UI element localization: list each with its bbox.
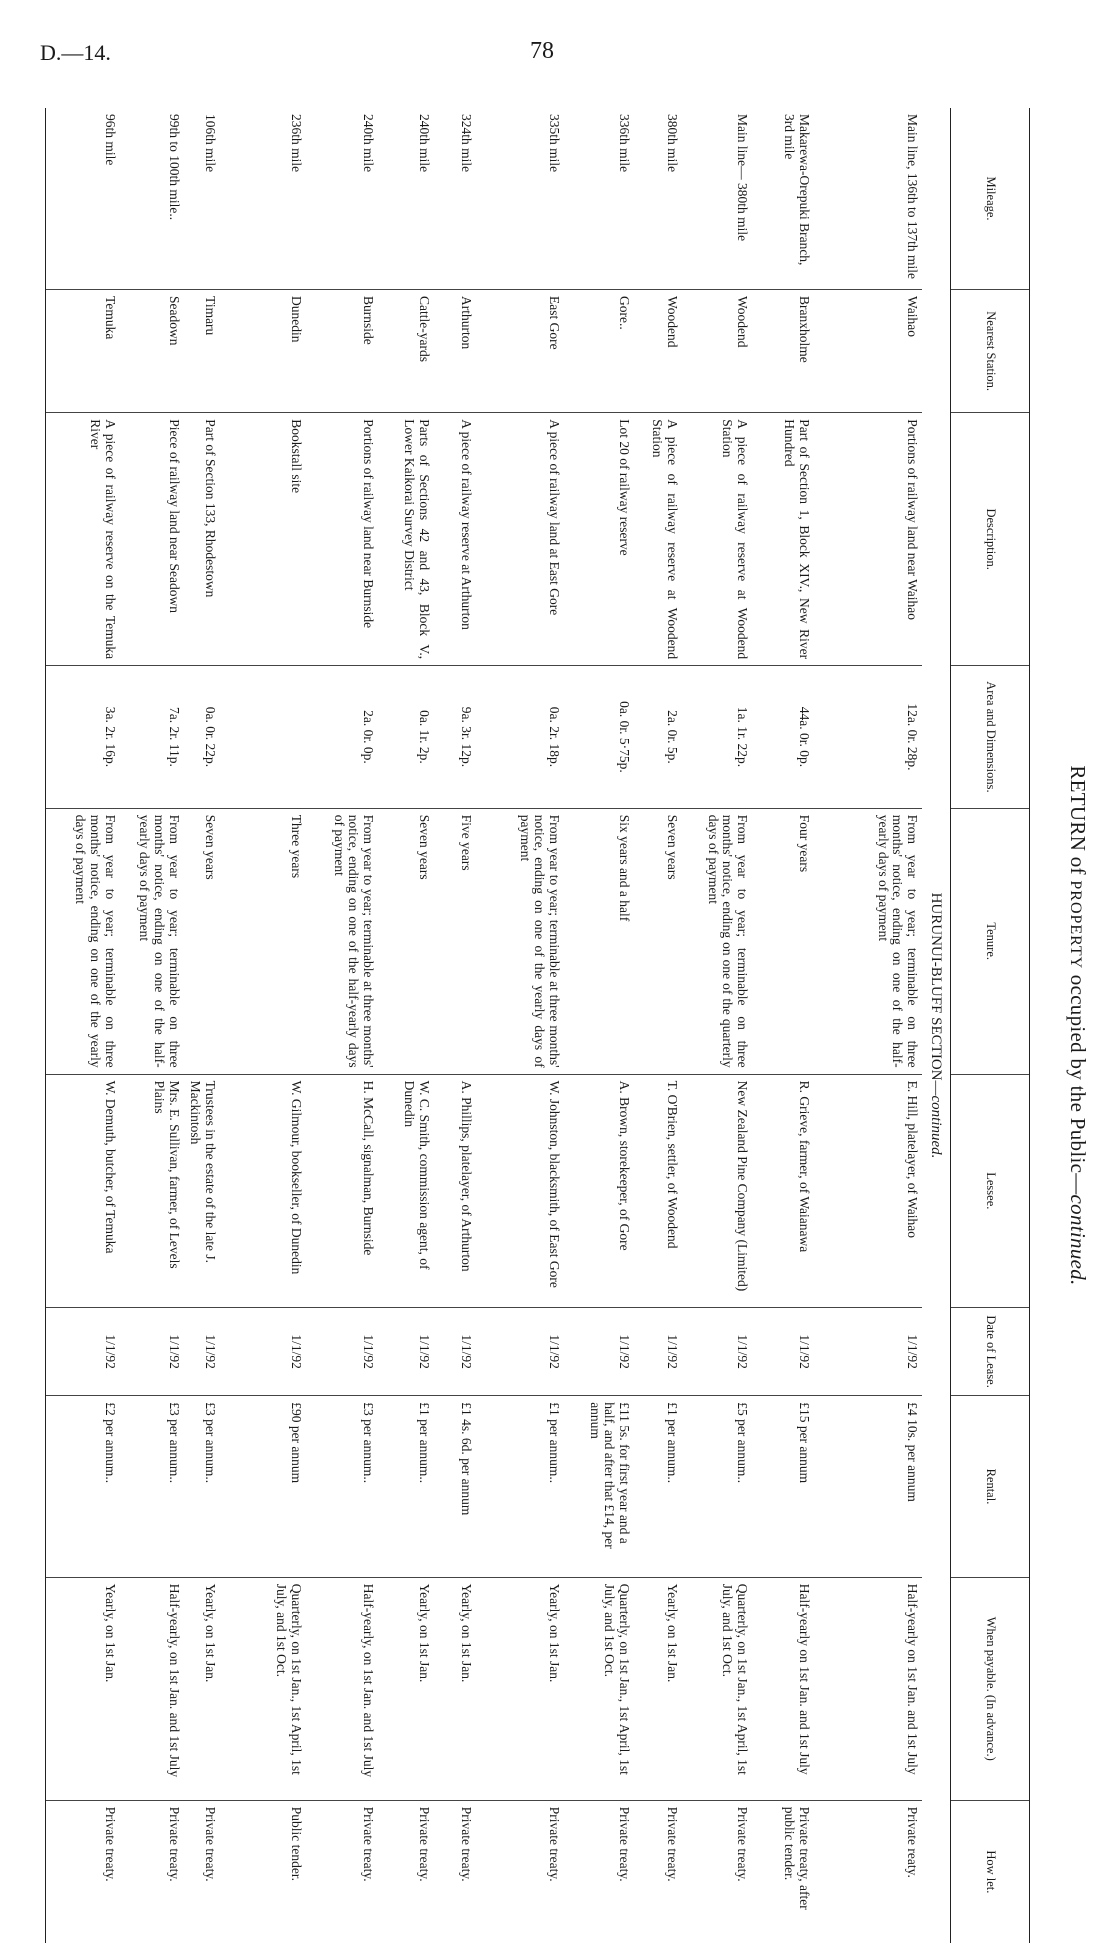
cell-mileage: Main line— 380th mile: [734, 114, 750, 242]
cell-mileage: Main line, 136th to 137th mile: [904, 114, 920, 279]
table-row: [476, 108, 564, 1943]
cell-payable: Yearly, on 1st Jan.: [46, 1577, 120, 1800]
table-row: [634, 108, 682, 1943]
cell-mileage: Makarewa-Orepuki Branch, 3rd mile: [782, 114, 812, 266]
cell-date: 1/1/92: [220, 1308, 306, 1396]
col-header-rental: Rental.: [951, 1396, 1030, 1578]
col-header-area: Area and Dimensions.: [951, 666, 1030, 809]
cell-area: 12a. 0r. 28p.: [814, 666, 922, 809]
cell-payable: Quarterly, on 1st Jan., 1st April, 1st July, and 1st Oct.: [220, 1577, 306, 1800]
table-row: [752, 108, 814, 1943]
cell-station: Woodend: [682, 290, 752, 413]
cell-description: Bookstall site: [220, 413, 306, 666]
col-header-date: Date of Lease.: [951, 1308, 1030, 1396]
cell-station: East Gore: [476, 290, 564, 413]
cell-description: Part of Section 1, Block XIV., New River Hundred: [752, 413, 814, 666]
cell-description: Part of Section 133, Rhodestown: [184, 413, 220, 666]
cell-description: A piece of railway reserve at Arthurton: [434, 413, 476, 666]
cell-description: A piece of railway land at East Gore: [476, 413, 564, 666]
table-row: [434, 108, 476, 1943]
cell-area: 44a. 0r. 0p.: [752, 666, 814, 809]
cell-how: Private treaty.: [184, 1800, 220, 1943]
cell-rental: £1 per annum..: [476, 1396, 564, 1578]
cell-station: Burnside: [306, 290, 378, 413]
property-return-table: [45, 108, 1030, 1943]
cell-station: Cattle-yards: [378, 290, 434, 413]
cell-how: Private treaty.: [476, 1800, 564, 1943]
cell-date: 1/1/92: [564, 1308, 634, 1396]
cell-mileage: 236th mile: [288, 114, 304, 173]
table-row: [814, 108, 922, 1943]
cell-description: A piece of railway reserve on the Temuka River: [46, 413, 120, 666]
title-suffix: occupied by the Public—: [1066, 969, 1090, 1195]
cell-mileage: 106th mile: [202, 114, 218, 173]
cell-rental: £1 per annum..: [378, 1396, 434, 1578]
cell-how: Private treaty.: [378, 1800, 434, 1943]
cell-date: 1/1/92: [752, 1308, 814, 1396]
cell-tenure: From year to year; terminable on three months' notice, ending on one of the yearly days of payment: [46, 808, 120, 1074]
cell-station: Timaru: [184, 290, 220, 413]
cell-area: 0a. 0r. 5·75p.: [564, 666, 634, 809]
cell-tenure: From year to year; terminable on three months' notice, ending on one of the half-yearly days of payment: [120, 808, 184, 1074]
cell-mileage: 380th mile: [664, 114, 680, 173]
cell-date: 1/1/92: [682, 1308, 752, 1396]
cell-area: 0a. 2r. 18p.: [476, 666, 564, 809]
cell-tenure: From year to year; terminable on three months' notice, ending on one of the quarterly days of payment: [682, 808, 752, 1074]
title-property: PROPERTY: [1067, 880, 1084, 970]
cell-lessee: Trustees in the estate of the late J. Mackintosh: [184, 1074, 220, 1307]
page-number: 78: [530, 38, 554, 64]
cell-description: Lot 20 of railway reserve: [564, 413, 634, 666]
cell-payable: Yearly, on 1st Jan.: [184, 1577, 220, 1800]
col-header-mileage: Mileage.: [951, 108, 1030, 290]
cell-area: 9a. 3r. 12p.: [434, 666, 476, 809]
cell-mileage: 240th mile: [416, 114, 432, 173]
cell-mileage: 99th to 100th mile..: [166, 114, 182, 221]
cell-area: [220, 666, 306, 809]
col-header-lessee: Lessee.: [951, 1074, 1030, 1307]
cell-mileage: 336th mile: [616, 114, 632, 173]
cell-tenure: Six years and a half: [564, 808, 634, 1074]
cell-payable: Half-yearly, on 1st Jan. and 1st July: [306, 1577, 378, 1800]
cell-payable: Quarterly, on 1st Jan., 1st April, 1st July, and 1st Oct.: [682, 1577, 752, 1800]
cell-rental: £5 per annum..: [682, 1396, 752, 1578]
cell-station: Woodend: [634, 290, 682, 413]
col-header-station: Nearest Station.: [951, 290, 1030, 413]
cell-date: 1/1/92: [378, 1308, 434, 1396]
cell-tenure: From year to year; terminable at three months' notice, ending on one of the yearly days of payment: [476, 808, 564, 1074]
cell-how: Private treaty.: [120, 1800, 184, 1943]
cell-description: A piece of railway reserve at Woodend Station: [682, 413, 752, 666]
cell-tenure: Seven years: [184, 808, 220, 1074]
cell-description: A piece of railway reserve at Woodend Station: [634, 413, 682, 666]
cell-lessee: A. Brown, storekeeper, of Gore: [564, 1074, 634, 1307]
cell-area: 1a. 1r. 22p.: [682, 666, 752, 809]
cell-station: Arthurton: [434, 290, 476, 413]
table-row: [220, 108, 306, 1943]
cell-rental: £3 per annum..: [120, 1396, 184, 1578]
cell-date: 1/1/92: [476, 1308, 564, 1396]
cell-area: 2a. 0r. 0p.: [306, 666, 378, 809]
cell-lessee: H. McCall, signalman, Burnside: [306, 1074, 378, 1307]
cell-how: Public tender.: [220, 1800, 306, 1943]
cell-area: 0a. 0r. 22p.: [184, 666, 220, 809]
col-header-description: Description.: [951, 413, 1030, 666]
cell-station: Dunedin: [220, 290, 306, 413]
cell-date: 1/1/92: [306, 1308, 378, 1396]
cell-how: Private treaty.: [564, 1800, 634, 1943]
cell-payable: Yearly, on 1st Jan.: [634, 1577, 682, 1800]
table-row: [184, 108, 220, 1943]
cell-description: Piece of railway land near Seadown: [120, 413, 184, 666]
col-header-payable: When payable. (In advance.): [951, 1577, 1030, 1800]
title-continued: continued.: [1066, 1194, 1090, 1286]
cell-lessee: T. O'Brien, settler, of Woodend: [634, 1074, 682, 1307]
table-row: [564, 108, 634, 1943]
cell-station: Gore..: [564, 290, 634, 413]
cell-rental: £3 per annum..: [184, 1396, 220, 1578]
cell-station: Waihao: [814, 290, 922, 413]
cell-rental: £1 4s. 6d. per annum: [434, 1396, 476, 1578]
cell-payable: Yearly, on 1st Jan.: [476, 1577, 564, 1800]
table-title: [1065, 108, 1090, 1943]
cell-how: Private treaty.: [306, 1800, 378, 1943]
cell-date: 1/1/92: [634, 1308, 682, 1396]
cell-station: Branxholme: [752, 290, 814, 413]
rotated-table-region: [60, 108, 1090, 1943]
table-row: [306, 108, 378, 1943]
section-heading-row: [922, 108, 951, 1943]
cell-lessee: W. Gilmour, bookseller, of Dunedin: [220, 1074, 306, 1307]
cell-how: Private treaty.: [634, 1800, 682, 1943]
cell-rental: £3 per annum..: [306, 1396, 378, 1578]
cell-how: Private treaty, after public tender.: [752, 1800, 814, 1943]
cell-payable: Half-yearly, on 1st Jan. and 1st July: [120, 1577, 184, 1800]
cell-area: 0a. 1r. 2p.: [378, 666, 434, 809]
cell-area: 3a. 2r. 16p.: [46, 666, 120, 809]
cell-lessee: Mrs. E. Sullivan, farmer, of Levels Plains: [120, 1074, 184, 1307]
table-row: [46, 108, 120, 1943]
cell-mileage: 335th mile: [546, 114, 562, 173]
cell-tenure: Seven years: [634, 808, 682, 1074]
cell-how: Private reaty.: [814, 1800, 922, 1943]
cell-mileage: 96th mile: [46, 108, 120, 290]
cell-description: Portions of railway land near Burnside: [306, 413, 378, 666]
section-continued: continued.: [928, 1095, 944, 1159]
cell-lessee: R. Grieve, farmer, of Waianawa: [752, 1074, 814, 1307]
cell-tenure: Seven years: [378, 808, 434, 1074]
cell-rental: £90 per annum: [220, 1396, 306, 1578]
header-row: [951, 108, 1030, 1943]
cell-rental: £11 5s. for first year and a half, and after that £14, per annum: [564, 1396, 634, 1578]
cell-how: Private treaty.: [682, 1800, 752, 1943]
cell-tenure: From year to year; terminable on three months' notice, ending on one of the half-yearly days of payment: [814, 808, 922, 1074]
title-prefix: RETURN of: [1066, 765, 1090, 881]
cell-tenure: Five years: [434, 808, 476, 1074]
cell-area: 2a. 0r. 5p.: [634, 666, 682, 809]
cell-how: Private treaty.: [46, 1800, 120, 1943]
cell-date: 1/1/92: [46, 1308, 120, 1396]
cell-date: 1/1/92: [120, 1308, 184, 1396]
cell-mileage: 324th mile: [458, 114, 474, 173]
cell-payable: Half-yearly on 1st Jan. and 1st July: [752, 1577, 814, 1800]
cell-lessee: A. Phillips, platelayer, of Arthurton: [434, 1074, 476, 1307]
document-reference: D.—14.: [40, 40, 111, 65]
cell-rental: £2 per annum..: [46, 1396, 120, 1578]
table-row: [682, 108, 752, 1943]
col-header-tenure: Tenure.: [951, 808, 1030, 1074]
cell-date: 1/1/92: [434, 1308, 476, 1396]
section-heading: [922, 108, 951, 1943]
table-row: [378, 108, 434, 1943]
cell-how: Private treaty.: [434, 1800, 476, 1943]
cell-area: 7a. 2r. 11p.: [120, 666, 184, 809]
cell-station: Temuka: [46, 290, 120, 413]
cell-station: Seadown: [120, 290, 184, 413]
cell-rental: £1 per annum..: [634, 1396, 682, 1578]
cell-tenure: From year to year; terminable at three months' notice, ending on one of the half-yearly days of payment: [306, 808, 378, 1074]
cell-lessee: W. Demuth, butcher, of Temuka: [46, 1074, 120, 1307]
table-row: [120, 108, 184, 1943]
cell-tenure: Three years: [220, 808, 306, 1074]
cell-payable: Yearly, on 1st Jan.: [434, 1577, 476, 1800]
table-body: [46, 108, 951, 1943]
cell-mileage: 240th mile: [360, 114, 376, 173]
cell-date: 1/1/92: [184, 1308, 220, 1396]
cell-payable: Half-yearly on 1st Jan. and 1st July: [814, 1577, 922, 1800]
cell-tenure: Four years: [752, 808, 814, 1074]
col-header-how-let: How let.: [951, 1800, 1030, 1943]
cell-description: Parts of Sections 42 and 43, Block V., Lower Kaikorai Survey District: [378, 413, 434, 666]
cell-date: 1/1/92: [814, 1308, 922, 1396]
cell-lessee: W. Johnston, blacksmith, of East Gore: [476, 1074, 564, 1307]
cell-lessee: W. C. Smith, commission agent, of Dunedin: [378, 1074, 434, 1307]
cell-rental: £15 per annum: [752, 1396, 814, 1578]
cell-rental: £4 10s. per annum: [814, 1396, 922, 1578]
cell-lessee: New Zealand Pine Company (Limited): [682, 1074, 752, 1307]
cell-lessee: E. Hill, platelayer, of Waihao: [814, 1074, 922, 1307]
cell-payable: Quarterly, on 1st Jan., 1st April, 1st July, and 1st Oct.: [564, 1577, 634, 1800]
cell-payable: Yearly, on 1st Jan.: [378, 1577, 434, 1800]
cell-description: Portions of railway land near Waihao: [814, 413, 922, 666]
section-name: HURUNUI-BLUFF SECTION—: [928, 892, 944, 1096]
